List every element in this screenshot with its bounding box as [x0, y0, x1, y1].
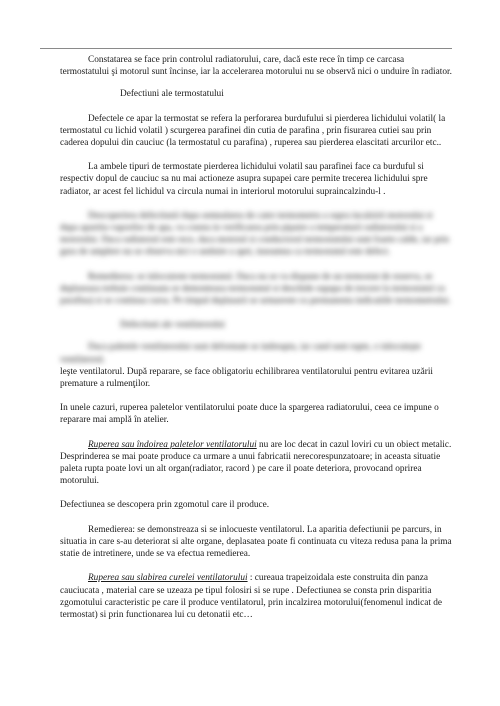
paragraph-thermostat-defects: Defectele ce apar la termostat se refera la perforarea burdufului si pierderea lichidului volatil( la termostatul cu lichid volatil ) scurgerea parafinei din cutia de parafina , prin fisurarea cutiei sau prin caderea dopului din cauciuc (la termostatul cu parafina) , ruperea sau pierderea elascitati arcurilor etc..	[60, 113, 446, 149]
paragraph-noise-detection: Defectiunea se descopera prin zgomotul care il produce.	[60, 500, 270, 511]
paragraph-fan-balancing: leşte ventilatorul. După reparare, se face obligatoriu echilibrarea ventilatorului pentru evitarea uzării premature a rulmenţilor.	[60, 366, 433, 390]
paragraph-thermostat-detection: Descoperirea defectiunii dupa semnalarea de catre termometru a supra incalzirii motorului si dupa aparitia vaporilor de apa, va consta in verificarea prin pipaire a temperaturii radiatorului si a motorului. Daca radiatorul este rece, daca motorul si conductorul termostatului sunt foarte calde, iar prin gura de umplere nu se observa nici o unduire a apei, inseamna ca termostatul este defect.	[60, 210, 450, 258]
blurred-section	[60, 210, 452, 366]
paragraph-belt-failure	[60, 572, 452, 621]
belt-failure-title: Ruperea sau slabirea curelei ventilatorului	[88, 573, 248, 584]
paragraph-radiator-check: Constatarea se face prin controlul radiatorului, care, dacă este rece în timp ce carcasa termostatului şi motorul sunt încinse, iar la accelerarea motorului nu se observă nici o unduire în radiator.	[60, 55, 452, 78]
paragraph-thermostat-types	[60, 161, 452, 198]
paragraph-thermostat-types-text: La ambele tipuri de termostate pierderea lichidului volatil sau parafinei face ca burduful si respectiv dopul de cauciuc sa nu mai actioneze asupra supapei care permite trecerea lichidului spre radiator, ar acest fel lichidul va circula numai in interiorul motorului supraincalzindu-l .	[60, 162, 428, 197]
paragraph-fan-remedy: Remedierea: se demonstreaza si se inlocueste ventilatorul. La aparitia defectiunii pe parcurs, in situatia in care s-au deteriorat si alte organe, deplasatea poate fi continuata cu viteza redusa pana la prima statie de intretinere, unde se va efectua remedierea.	[60, 524, 452, 560]
heading-thermostat-defects: Defectiuni ale termostatului	[120, 89, 224, 100]
header-rule	[40, 48, 452, 49]
paragraph-thermostat-remedy: Remedierea: se inlocuieste termostatul. Daca nu se va dispune de un termostat de rezerva, se deplaseaza trebuie continuata se demonteaza termostatul si deschide supapa de trecere la termostatul cu parafina) si se continua cursa. Pe timpul deplasarii se urmareste cu permanenta indicatiile termometrului.	[60, 271, 451, 307]
document-body	[60, 54, 452, 621]
paragraph-fan-blades-hidden: Daca paletele ventilatorului sunt deformate se indreapta, iar cand sunt rupte, o inlocuieşte ventilatorul.	[60, 342, 422, 365]
paragraph-blade-breakage	[60, 439, 452, 488]
belt-failure-body: : cureaua trapeizoidala este construita din panza cauciucata , material care se uzeaza pe tipul folosiri si se rupe . Defectiunea se consta prin disparitia zgomotului caracteristic pe care il produce ventilatorul, prin incalzirea motorului(fenomenul indicat de termostat) si prin functionarea lui cu detonatii etc…	[60, 573, 443, 620]
paragraph-radiator-damage: In unele cazuri, ruperea paletelor ventilatorului poate duce la spargerea radiatorului, ceea ce impune o reparare mai amplă în atelier.	[60, 403, 439, 426]
heading-fan-defects: Defectiuni ale ventilatorului	[120, 320, 225, 331]
blade-breakage-body: nu are loc decat in cazul loviri cu un obiect metalic. Desprinderea se mai poate produce ca urmare a unui fabricatii nerecorespunzatoare; in aceasta situatie paleta rupta poate lovi un alt organ(radiator, racord ) pe care il poate deteriora, provocand oprirea motorului.	[60, 439, 452, 487]
blade-breakage-title: Ruperea sau îndoirea paletelor ventilatorului	[88, 439, 257, 450]
